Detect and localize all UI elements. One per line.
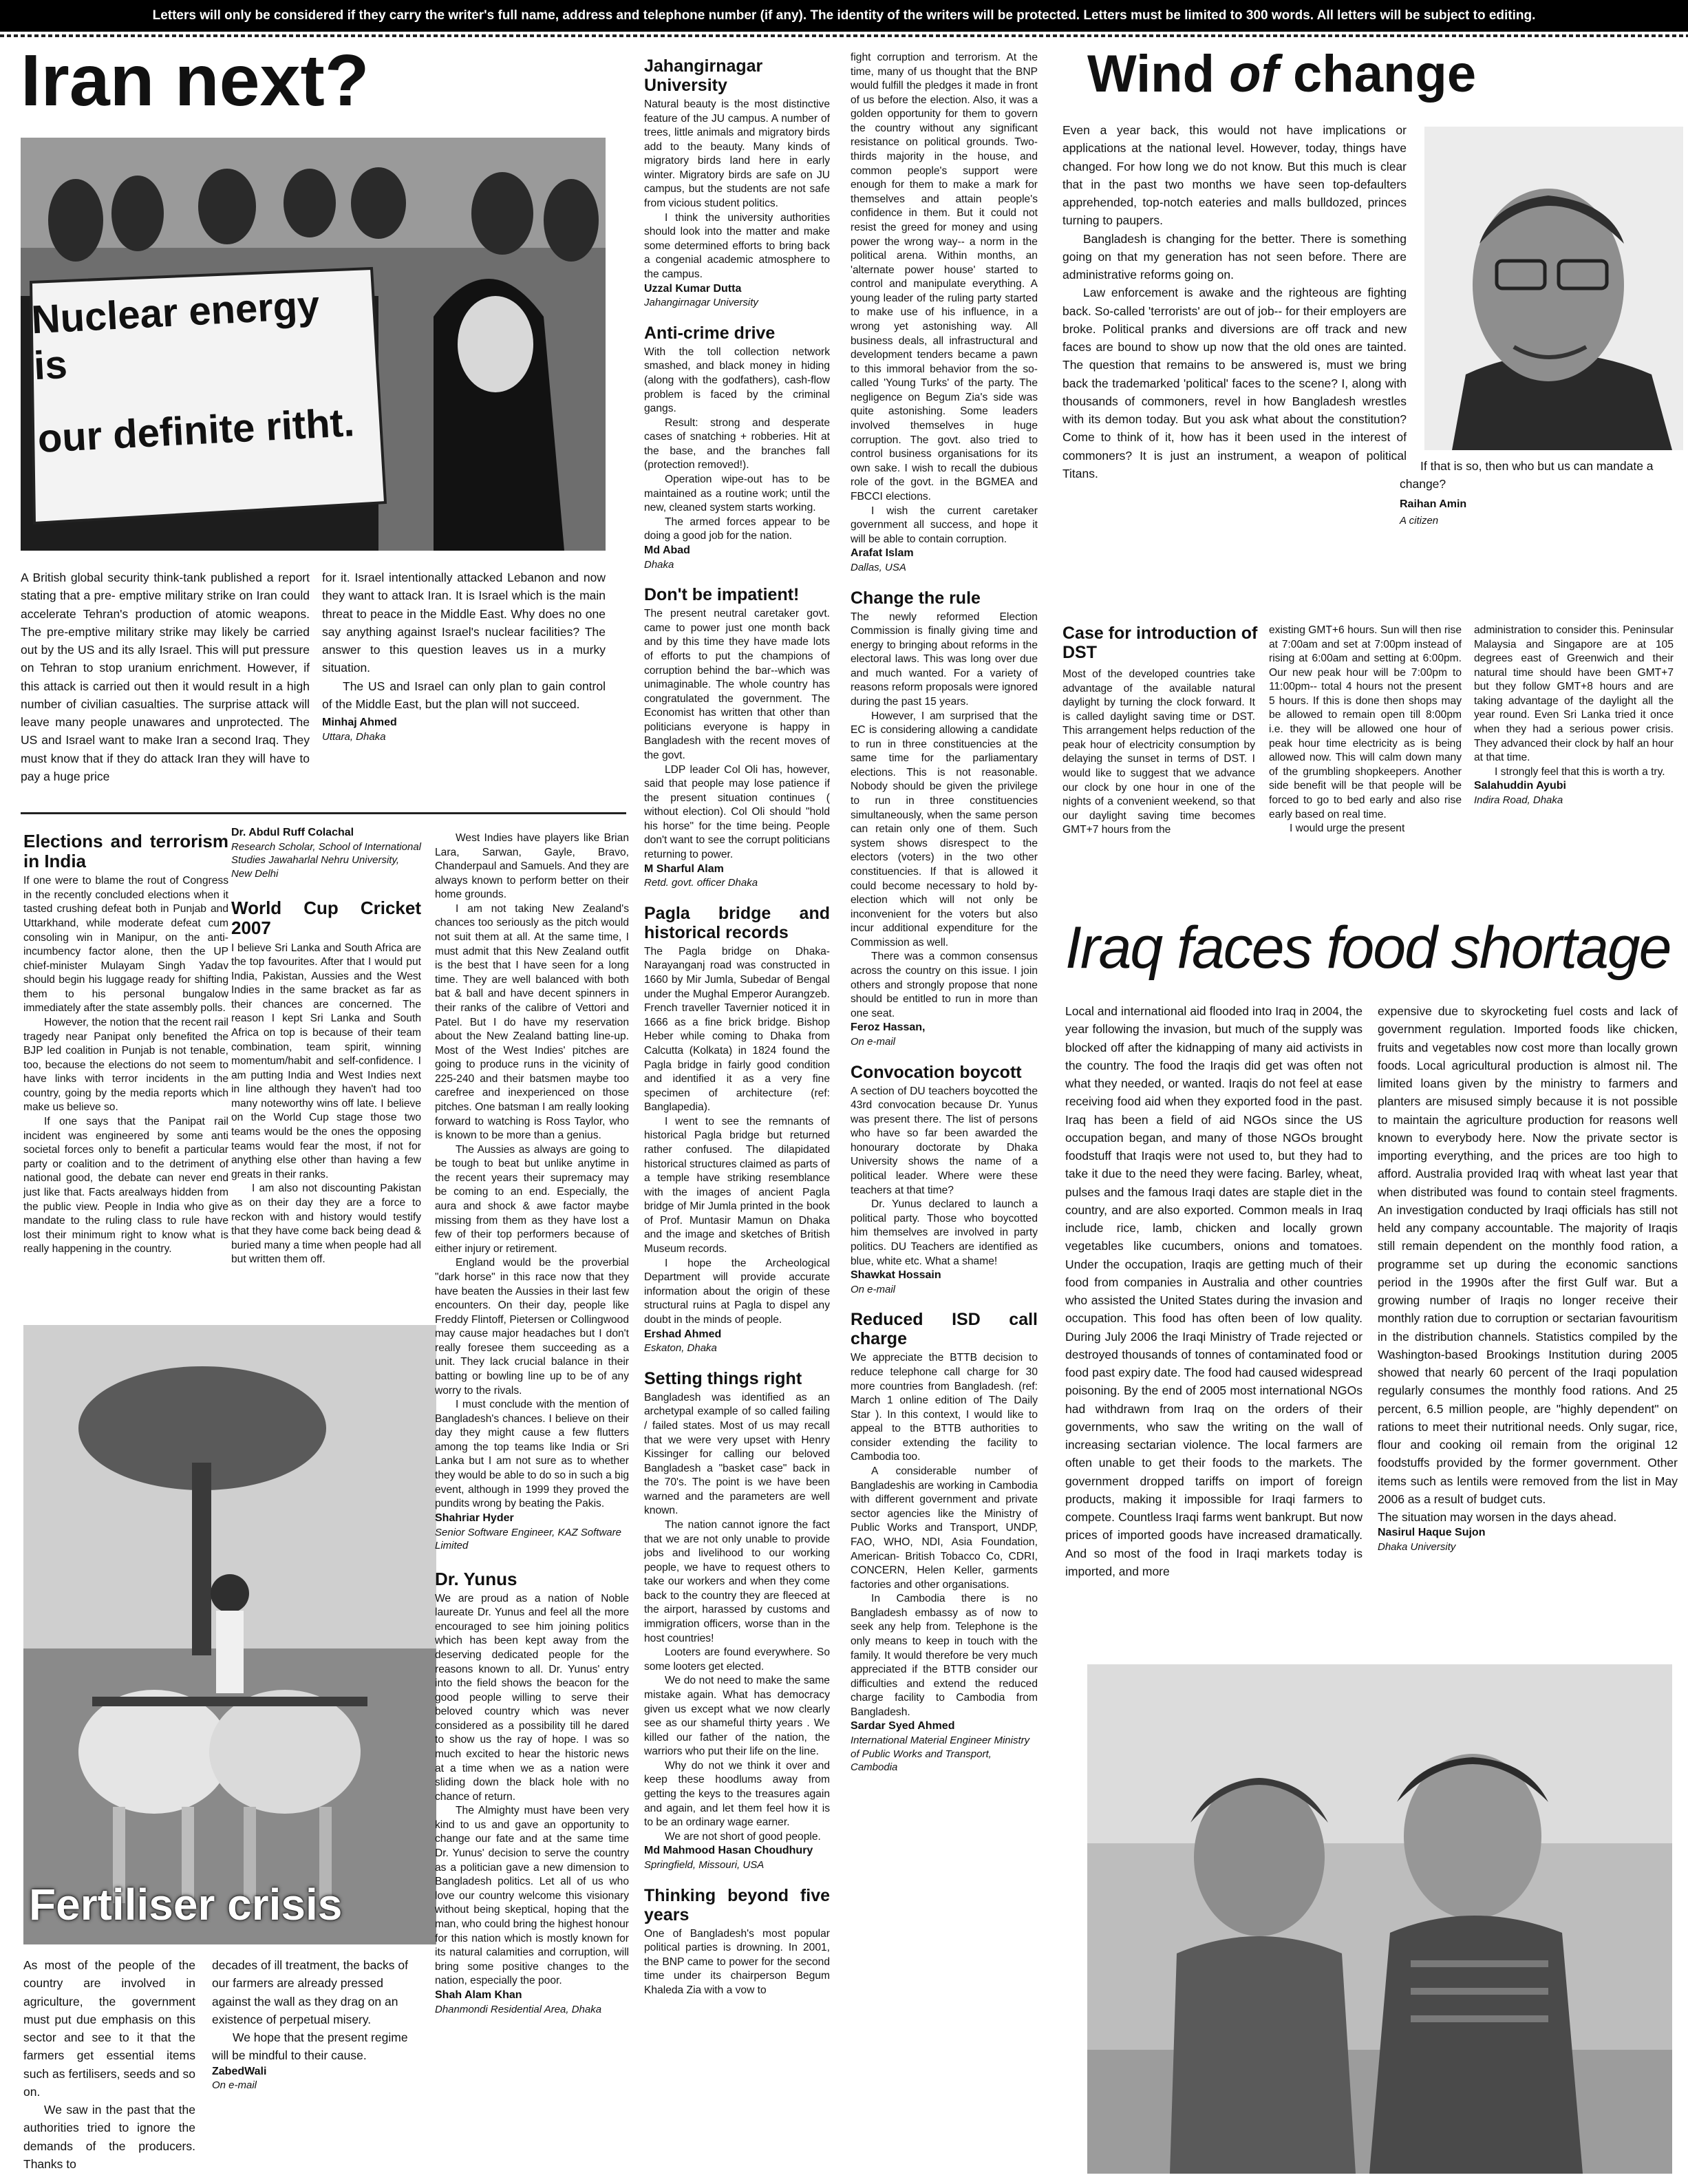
wind-headline: Wind of change (1087, 45, 1477, 103)
impatient-heading: Don't be impatient! (644, 585, 800, 605)
iraqi-children-photo (1087, 1664, 1672, 2174)
yunus-heading: Dr. Yunus (435, 1568, 517, 1589)
thinking-heading: Thinking beyond five years (644, 1885, 830, 1925)
fertiliser-headline: Fertiliser crisis (29, 1880, 343, 1929)
isd-heading: Reduced ISD call charge (851, 1310, 1038, 1349)
pagla-heading: Pagla bridge and historical records (644, 903, 830, 942)
protest-sign-text: Nuclear energy is our definite ritht. (30, 282, 356, 462)
portrait-photo (1424, 127, 1683, 450)
iraq-headline: Iraq faces food shortage (1065, 915, 1671, 981)
iraq-letter-col1: Local and international aid flooded into Iraq in 2004, the year following the invasion, but much of the supply was blocked off after the kidnapping of many aid activists in the country. The food the Iraqis did get was often not what they needed, or wanted. Iraqis do not feel at ease receiving food aid when they exported food in the past. Iraq has been a field of aid NGOs since the US occupation began, and many of those NGOs brought foodstuff that Iraqis were not used to, but they had to take it due to the need they were facing. Barley, wheat, pulses and the famous Iraqi dates are staple diet in the country, and are also exported. Common meals in Iraq include rice, lamb, chicken and locally grown vegetables like cucumbers, onions and tomatoes. Under the occupation, Iraqis are getting much of their food from companies in Australia and other countries who assisted the United States during the invasion and occupation. This food has often been of low quality. During July 2006 the Iraqi Ministry of Trade rejected or destroyed thousands of tonnes of contaminated food or food past expiry date. The food had caused widespread poisoning. By the end of 2005 most international NGOs had withdrawn from Iraq on the orders of their governments, who saw the writing on the wall of increasing sectarian violence. The local farmers are often unable to get their foods to the markets. The government dropped tariffs on import of foreign products, making it impossible for Iraqi farmers to compete. Countless Iraqi farms went bankrupt. But now prices of imported goods have increased dramatically. And so most of the food in Iraqi markets today is imported, and more (1065, 1004, 1363, 1578)
iraq-letter-col2: expensive due to skyrocketing fuel costs and lack of government regulation. Imported foods like chicken, fruits and vegetables now cost more than locally grown foods. Local agricultural production is almost nil. The limited loans given by the ministry to farmers and planters are misused simply because it is not possible to maintain the agriculture production for reasons well known to everybody here. Now the private sector is importing everything, and the prices are too high to afford. Australia provided Iraq with wheat last year that when distributed was found to contain steel fragments. An investigation conducted by Iraqi officials has still not held any company accountable. The majority of Iraqis still remain dependent on the monthly food ration, a programme set up during the economic sanctions period in the 1990s after the first Gulf war. But a growing number of Iraqis no longer receive their monthly ration due to corruption or sectarian favouritism in the distribution channels. Statistics compiled by the Washington-based Brookings Institution during 2005 showed that nearly 60 percent of the Iraqi population regularly consumes the monthly food rations. And 25 percent, 6.5 million people, are "highly dependent" on rations to meet their nutritional needs. Only sugar, rice, flour and cooking oil remain from the original 12 foodstuffs provided by the former government. Other items such as lentils were removed from the list in May 2006 as a result of budget cuts. The situation may worsen in the days ahead. Nasirul Haque Sujon Dhaka University (1378, 1004, 1678, 1554)
dst-letter-col3: administration to consider this. Peninsular Malaysia and Singapore are at 105 degrees east of Greenwich and their natural time should have been GMT+7 but they follow GMT+8 hours and are taking advantage of the daylight all the year round. Even Sri Lanka tried it once when they had a serious power crisis. They advanced their clock by half an hour at that time. I strongly feel that this is worth a try. Salahuddin Ayubi Indira Road, Dhaka (1474, 624, 1674, 807)
ju-heading: Jahangirnagar University (644, 56, 763, 95)
iran-letter-col2: for it. Israel intentionally attacked Lebanon and now they want to attack Iran. It is Israel which is the main threat to peace in the Middle East. Why does no one say anything against Israel's nuclear facilities? The answer to this question leaves us in a murky situation. The US and Israel can only plan to gain control of the Middle East, but the plan will not succeed. Minhaj Ahmed Uttara, Dhaka (322, 571, 606, 743)
worldcup-letter-part2: West Indies have players like Brian Lara, Sarwan, Gayle, Bravo, Chanderpaul and Samuels. And they are always known to perform better on their home grounds. I am not taking New Zealand's chances too seriously as the pitch would not suit them at all. At the same time, I must admit that this New Zealand outfit is the best that I have seen for a long time. They are well balanced with both bat & ball and have decent spinners in their ranks of the calibre of Vettori and Patel. But I do have my reservation about the New Zealand batting line-up. Most of the West Indies' pitches are going to produce runs in the vicinity of 225-240 and their batsmen maybe too carefree and inexperienced on those pitches. One batsman I am really looking forward to watching is Ross Taylor, who is known to be more than a genius. The Aussies as always are going to be tough to beat but unlike anytime in the recent years their supremacy may be coming to an end. Especially, the aura and shock & awe factor maybe missing from them as they have lost a few of their top performers because of either injury or retirement. England would be the proverbial "dark horse" in this race now that they have beaten the Aussies in their last few encounters. On their day, people like Freddy Flintoff, Pietersen or Collingwood may cause major headaches but I don't really foresee them succeeding as a unit. They lack crucial balance in their batting or bowling line up to be of any worry to the rivals. I must conclude with the mention of Bangladesh's chances. I believe on their day they might cause a few flutters among the top teams like India or Sri Lanka but I am not sure as to whether they would be able to do so in such a big event, although in 1999 they proved the pundits wrong by beating the Pakis. Shahriar Hyder Senior Software Engineer, KAZ Software Limited Dr. Yunus We are proud as a nation of Noble laureate Dr. Yunus and feel all the more encouraged to see him joining politics which has been kept away from the deserving dedicated people for the reasons known to all. Dr. Yunus' entry into the field shows the beacon for the good people willing to serve their beloved country which was never considered as a possibility till he dared to show us the ray of hope. I was so much excited to hear the historic news at a time when we as a nation were sliding down the black hole with no chance of return. The Almighty must have been very kind to us and gave an opportunity to change our fate and at the same time Dr. Yunus' decision to serve the country as a politician gave a new dimension to Bangladesh politics. Let all of us who love our country welcome this visionary without being skeptical, hoping that the man, who could bring the highest honour for this nation which is mostly known for its natural calamities and corruption, will bring some positive changes to the nation, especially the poor. Shah Alam Khan Dhanmondi Residential Area, Dhaka (435, 832, 629, 2015)
convocation-heading: Convocation boycott (851, 1062, 1022, 1082)
wind-letter: Even a year back, this would not have implications or applications at the national level. However, today, things have changed. For how long we do not know. But this much is clear that in the past two months we have seen top-defaulters apprehended, top-notch eateries and malls bulldozed, princes turning to paupers. Bangladesh is changing for the better. There is something going on that my generation has not seen before. There are administrative reforms going on. Law enforcement is awake and the righteous are fighting back. So-called 'terrorists' are out of job-- for their employers are broke. Political pranks and diversions are off track and new faces are bound to show up now that the old ones are tainted. The question that remains to be answered is, must we bring back the trademarked 'political' faces to the scene? I, along with thousands of commoners, revel in how Bangladesh wrestles with its demon today. But you ask what about the constitution? Come to think of it, how has it been used in the interest of commoners? It is just an instrument, a weapon of political Titans. (1062, 123, 1407, 480)
dst-letter-col1: Most of the developed countries take advantage of the available natural daylight by turning the clock forward. It is called daylight saving time or DST. This arrangement helps reduction of the peak hour of electricity consumption by delaying the sunset in terms of DST. I would like to suggest that we advance our clock by one hour in one of the nights of a convenient weekend, so that our daylight saving time becomes GMT+7 hours from the (1062, 668, 1255, 836)
column-e: fight corruption and terrorism. At the time, many of us thought that the BNP would fulfill the pledges it made in front of us before the election. Also, it was a golden opportunity for them to govern the country without any significant resistance on political grounds. Two-thirds majority in the house, and common people's support were enough for them to make a mark for themselves and attain people's confidence in them. But it could not resist the greed for money and using power the wrong way-- a norm in the political arena. Within months, an 'alternate power house' started to control and manipulate everything. A young leader of the ruling party started to make use of his influence, in a wrong yet astonishing way. All business deals, all infrastructural and development tenders became a pawn to this immoral behavior from the so-called 'Young Turks' of the party. The negligence on Begum Zia's side was quite astonishing. Some leaders involved themselves in huge corruption. The govt. also tried to control business organisations for its own sake. I wish to recall the dubious role of the govt. in the BGMEA and FBCCI elections. I wish the current caretaker government all success, and hope it will be able to contain corruption. Arafat Islam Dallas, USA Change the rule The newly reformed Election Commission is finally giving time and energy to bringing about reforms in the electoral laws. This was long over due and much wanted. For a variety of reasons reform proposals were ignored during the past 15 years. However, I am surprised that the EC is considering allowing a candidate to run in three constituencies at the same time for the parliamentary elections. This is not reasonable. Nobody should be given the privilege to run in three constituencies simultaneously, when the same person can retain only one of them. Such system shows disrespect to the electors (voters) in the two other constituencies. If that is allowed it could become necessary to hold by-election which will not only be inconvenient for the voters but also incur additional expenditure for the Commission as well. There was a common consensus across the country on this issue. I join others and strongly propose that none should be entitled to run in more than one seat. Feroz Hassan, On e-mail Convocation boycott A section of DU teachers boycotted the 43rd convocation because Dr. Yunus was present there. The list of persons who have so far been awarded the honourary doctorate by Dhaka University shows the name of a political leader. Where were these teachers at that time? Dr. Yunus declared to launch a political party. Those who boycotted him themselves are involved in party politics. DU Teachers are identified as blue, white etc. What a shame! Shawkat Hossain On e-mail Reduced ISD call charge We appreciate the BTTB decision to reduce telephone call charge for 30 more countries from Bangladesh. (ref: March 1 online edition of The Daily Star ). In this context, I would like to appeal to the BTTB authorities to consider extending the facility to Cambodia too. A considerable number of Bangladeshis are working in Cambodia with different government and private sector agencies like the Ministry of Public Works and Transport, UNDP, FAO, WHO, NDI, Asia Foundation, American- British Tobacco Co, CDRI, CONCERN, Helen Keller, garments factories and other organisations. In Cambodia there is no Bangladesh embassy as of now to seek any help from. Telephone is the only means to keep in touch with the family. It would therefore be very much appreciated if the BTTB consider our difficulties and extend the reduced charge facility to Cambodia from Bangladesh. Sardar Syed Ahmed International Material Engineer Ministry of Public Works and Transport, Cambodia (851, 52, 1038, 1774)
elections-heading: Elections and terrorism in India (23, 831, 228, 872)
farmer-ox-photo (23, 1325, 436, 1944)
submission-rules-banner: Letters will only be considered if they carry the writer's full name, address and telephone number (if any). The identity of the writers will be protected. Letters must be limited to 300 words. All letters will be subject to editing. (0, 0, 1688, 32)
worldcup-letter-part1: Dr. Abdul Ruff Colachal Research Scholar, School of International Studies Jawaharlal Nehru University, New Delhi World Cup Cricket 2007 I believe Sri Lanka and South Africa are the top favourites. After that I would put India, Pakistan, Aussies and the West Indies in the same bracket as far as their chances are concerned. The reason I kept Sri Lanka and South Africa on top is because of their team combination, team spirit, winning momentum/habit and self-confidence. I am putting India and West Indies next in line although they haven't had too many noteworthy wins off late. I believe on the World Cup stage those two teams would be the ones the opposing teams would fear the most, if not for anything else other than having a few greats in their ranks. I am also not discounting Pakistan as on their day they are a force to reckon with and history would testify that they have come back being dead & buried many a time when people had all but written them off. (231, 827, 421, 1266)
wind-letter-end: If that is so, then who but us can mandate a change? Raihan Amin A citizen (1400, 459, 1654, 527)
top-dotted-rule (0, 34, 1688, 37)
elections-signature: Dr. Abdul Ruff Colachal (231, 827, 354, 838)
elections-letter: Elections and terrorism in India If one were to blame the rout of Congress in the recently concluded elections when it tasted crushing defeat both in Punjab and Uttarkhand, while moderate defeat cum consoling win in Manipur, on the anti-incumbency factor alone, then the UP chief-minister Mulayam Singh Yadav should begin his luggage ready for shifting them to his personal bungalow immediately after the state assembly polls. However, the notion that the recent rail tragedy near Panipat only benefited the BJP led coalition in Punjab is not tenable, too, because the elections do not seem to have links with terror incidents in the country, going by the media reports which make us believe so. If one says that the Panipat rail incident was engineered by some anti societal forces only to benefit a particular party or coalition and to the detriment of national good, the debate can never end just like that. Facts arealways hidden from the public view. People in India who give mandate to the ruling class to rule have lost their minimum right to know what is really happening in the country. (23, 831, 228, 1255)
iran-headline: Iran next? (21, 40, 370, 121)
worldcup-heading: World Cup Cricket 2007 (231, 898, 421, 939)
rule-heading: Change the rule (851, 588, 981, 608)
elections-affiliation: Research Scholar, School of International Studies Jawaharlal Nehru University, New Delhi (231, 840, 421, 880)
section-divider (21, 812, 626, 814)
dst-heading: Case for introduction of DST (1062, 624, 1258, 662)
fertiliser-letter-col2: decades of ill treatment, the backs of our farmers are already pressed against the wall as they drag on an existence of perpetual misery. We hope that the present regime will be mindful to their cause. ZabedWali On e-mail (212, 1958, 409, 2092)
anticrime-heading: Anti-crime drive (644, 323, 776, 343)
fertiliser-letter-col1: As most of the people of the country are involved in agriculture, the government must put due emphasis on this sector and see to it that the farmers get essential items such as fertilisers, seeds and so on. We saw in the past that the authorities tried to ignore the demands of the producers. Thanks to (23, 1958, 195, 2171)
iran-letter-col1: A British global security think-tank published a report stating that a pre- emptive military strike on Iran could accelerate Tehran's production of atomic weapons. The pre-emptive military strike may likely be carried out by the US and its ally Israel. This will put pressure on Tehran to stop uranium enrichment. However, if this attack is carried out then it would result in a high number of civilian casualties. The surprise attack will leave many people unawares and unprotected. The US and Israel want to make Iran a second Iraq. They must know that if they do attack Iran they will have to pay a huge price (21, 571, 310, 783)
column-d: Jahangirnagar University Natural beauty is the most distinctive feature of the JU campus. A number of trees, little animals and migratory birds add to the beauty. Many kinds of migratory birds land here in early winter. Migratory birds are safe on JU campus, but the students are not safe from vicious student politics. I think the university authorities should look into the matter and make some determined efforts to bring back a congenial academic atmosphere to the campus. Uzzal Kumar Dutta Jahangirnagar University Anti-crime drive With the toll collection network smashed, and black money in hiding (along with the godfathers), cash-flow problem is faced by the criminal gangs. Result: strong and desperate cases of snatching + robberies. Hit at the base, and the branches fall (protection removed!). Operation wipe-out has to be maintained as a routine work; until the new, cleaned system starts working. The armed forces appear to be doing a good job for the nation. Md Abad Dhaka Don't be impatient! The present neutral caretaker govt. came to power just one month back and by this time they have made lots of efforts to put the champions of corruption behind the bar--which was unimaginable. The whole country has congratulated the government. The Economist has written that other than politicians everyone is happy in Bangladesh with the recent moves of the govt. LDP leader Col Oli has, however, said that people may lose patience if the present situation continues ( without election). Col Oli should "hold his horse" for the time being. People don't want to see the corrupt politicians returning to power. M Sharful Alam Retd. govt. officer Dhaka Pagla bridge and historical records The Pagla bridge on Dhaka-Narayanganj road was constructed in 1660 by Mir Jumla, Subedar of Bengal under the Mughal Emperor Aurangzeb. French traveller Tavernier noticed it in 1666 as a fine brick bridge. Bishop Heber while coming to Dhaka from Calcutta (Kolkata) in 1824 found the Pagla bridge in fairly good condition and identified it as a very fine specimen of architecture (ref: Banglapedia). I went to see the remnants of historical Pagla bridge but returned rather confused. The dilapidated historical structures claimed as parts of a temple have striking resemblance with the images of ancient Pagla bridge of Mir Jumla printed in the book of Prof. Muntasir Mamun on Dhaka and the image and sketches of British Museum records. I hope the Archeological Department will provide accurate information about the origin of these structural ruins at Pagla to dispel any doubt in the minds of people. Ershad Ahmed Eskaton, Dhaka Setting things right Bangladesh was identified as an archetypal example of so called failing / failed states. Most of us may recall that we were very upset with Henry Kissinger for calling our beloved Bangladesh a "basket case" back in the 70's. The point is we have been warned and the parameters are well known. The nation cannot ignore the fact that we are not only unable to provide jobs and livelihood to our working people, we have to request others to take our workers and when they come back to the country they are fleeced at the airport, harassed by customs and immigration officers, worse than in the host countries! Looters are found everywhere. So some looters get elected. We do not need to make the same mistake again. What has democracy given us except what we now clearly see as our shameful thirty years . We killed our father of the nation, the warriors who put their life on the line. Why do not we think it over and keep these hoodlums away from getting the keys to the treasures again and again, and let them feel how it is to be an ordinary wage earner. We are not short of good people. Md Mahmood Hasan Choudhury Springfield, Missouri, USA Thinking beyond five years One of Bangladesh's most popular political parties is drowning. In 2001, the BNP came to power for the second time under its chairperson Begum Khaleda Zia with a vow to (644, 56, 830, 1996)
setting-heading: Setting things right (644, 1368, 802, 1388)
dst-letter-col2: existing GMT+6 hours. Sun will then rise at 7:00am and set at 7:00pm instead of rising at 6:00am and setting at 6:00pm. Our new peak hour will be 7:00pm to 11:00pm-- total 4 hours not the present 5 hours. If this is done then shops may be allowed to remain open till 8:00pm i.e. they will be allowed one hour of peak hour time electricity as is being allowed now. This will calm down many of the grumbling shopkeepers. Another side benefit will be that people will be forced to go to bed early and also rise early based on real time. I would urge the present (1269, 624, 1462, 835)
